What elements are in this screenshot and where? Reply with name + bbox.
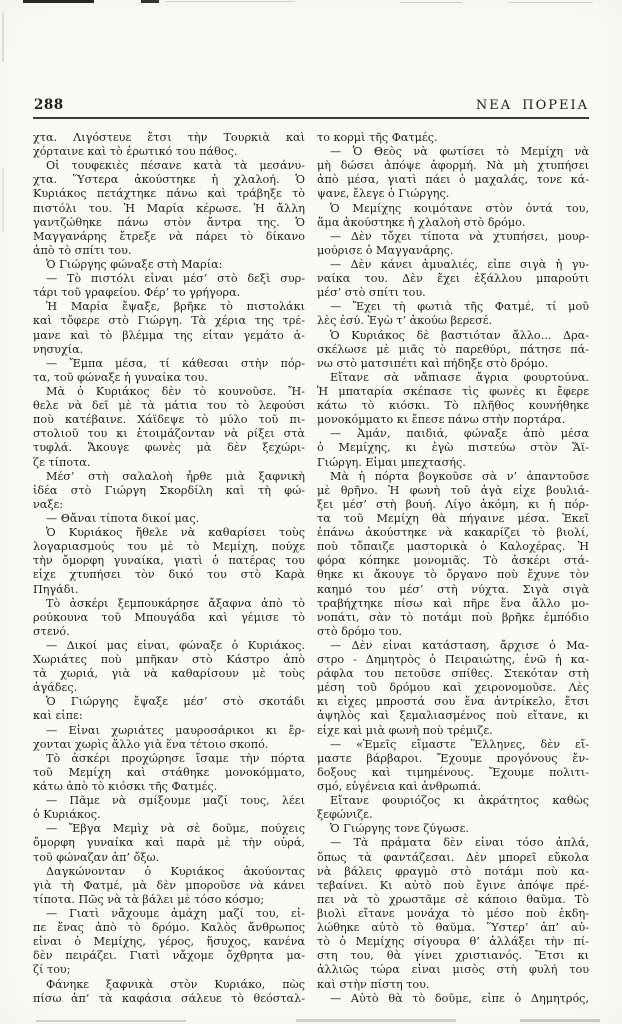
paragraph (317, 794, 589, 822)
text-line: νοπάτι, σὰν τὸ ποτάμι ποὺ βρῆκε ἐμπόδιο (317, 610, 589, 624)
text-line: τοῦ φώναζαν ἀπ’ ὄξω. (33, 850, 160, 864)
text-line: Εἴτανε φουριόζος κι ἀκράτητος καθὼς (330, 794, 589, 808)
text-line: δοξους καὶ τιμημένους. Ἔχουμε πολιτι- (317, 765, 589, 779)
text-line: — Ἔβγα Μεμὶχ νὰ σὲ δοῦμε, πούχεις (46, 822, 305, 836)
text-line: — «Ἐμεῖς εἴμαστε Ἕλληνες, δὲν εἴ- (330, 737, 589, 751)
scan-artifact-left-edge (2, 168, 4, 232)
text-line: τα τοῦ Μεμίχη θὰ πήγαινε μέσα. Ἐκεῖ (317, 511, 589, 525)
paragraph (317, 427, 589, 469)
text-line: γιὰ τὴ Φατμέ, μὰ δὲν μποροῦσε νὰ κάνει (33, 878, 305, 892)
running-header (34, 97, 589, 113)
text-line: ἅμα ἀκούστηκε ἡ χλαλοὴ στὸ δρόμο. (317, 215, 526, 229)
paragraph (33, 385, 305, 470)
text-line: στολιοῦ του κι ἑτοιμάζονταν νὰ ρίξει στὰ (33, 427, 305, 441)
paragraph (317, 738, 589, 794)
scan-artifact-bottom (520, 1019, 600, 1022)
paragraph (33, 512, 305, 526)
paragraph (317, 836, 589, 991)
text-line: στρο - Δημητρὸς ὁ Πειραιώτης, ἐνῶ ἡ κα- (317, 653, 589, 667)
paragraph (33, 865, 305, 907)
text-line: νω στὸ ματσιπέτι καὶ πήδηξε στὸ δρόμο. (317, 356, 549, 370)
paragraph (317, 992, 589, 1006)
text-line: μὴ δώσει ἀπόψε ἀφορμή. Νὰ μὴ χτυπήσει (317, 159, 589, 173)
paragraph (33, 272, 305, 300)
text-line: καημό του μέσ’ στὴ νύχτα. Σιγὰ σιγὰ (317, 582, 589, 596)
paragraph (33, 907, 305, 978)
text-line: τὴν ὄμορφη γυναίκα, γιατὶ ὁ πατέρας του (33, 554, 305, 568)
text-line: τὰ χωριά, γιὰ νὰ καθαρίσουν μὲ τοὺς (33, 667, 305, 681)
text-line: ἀψηλὸς καὶ ξεμαλιασμένος ποὺ εἴτανε, κι (317, 709, 589, 723)
text-line: τίποτα. Πῶς νὰ τὰ βάλει μὲ τόσο κόσμο; (33, 892, 265, 906)
text-line: μέσ’ στὸ σπίτι του. (317, 286, 426, 300)
paragraph (33, 258, 305, 272)
text-line: Ἡ μπαταρία σκέπασε τὶς φωνὲς κι ἔφερε (317, 384, 589, 398)
text-line: ναίκα του. Δὲν ἔχει ἐξάλλου μπαρούτι (317, 272, 589, 286)
scan-artifact-top-left (23, 0, 94, 3)
text-line: ξει μέσ’ στὴ βουή. Λίγο ἀκόμη, κι ἡ πόρ- (317, 497, 589, 511)
paragraph (33, 300, 305, 356)
paragraph (33, 639, 305, 695)
text-line: Εἴτανε σὰ νἄπιασε ἄγρια φουρτούνα. (330, 370, 589, 384)
text-line: Οἱ τουφεκιὲς πέσανε κατὰ τὰ μεσάνυ- (46, 159, 305, 173)
text-line: εἶναι ὁ Μεμίχης, γέρος, ἥσυχος, κανένα (33, 935, 305, 949)
scan-artifact-top (141, 0, 159, 3)
text-line: ὁ Μεμίχης, κι ἐγὼ πιστεύω στὸν Ἅϊ- (317, 441, 589, 455)
text-line: εἶχε χτυπήσει τὸν δικό του στὸ Καρὰ (33, 568, 305, 582)
text-line: Πηγάδι. (33, 582, 79, 596)
paragraph (317, 258, 589, 300)
paragraph (317, 329, 589, 371)
paragraph (317, 470, 589, 639)
text-line: — Δὲν εἶναι κατάσταση, ἄρχισε ὁ Μα- (330, 638, 589, 652)
scan-artifact-top (165, 1, 295, 2)
text-line: κι εἶχες μπροστά σου ἕνα ἀντρίκελο, ἔτσι (317, 695, 589, 709)
text-line: Μαγγανάρης ἔτρεξε νὰ πάρει τὸ δίκανο (33, 229, 305, 243)
page-number: 288 (34, 97, 64, 113)
text-line: χτα. Ὕστερα ἀκούστηκε ἡ χλαλοή. Ὁ (33, 173, 305, 187)
text-line: βιολὶ εἴτανε μονάχα τὸ μέσο ποὺ ἐκδη- (317, 907, 589, 921)
text-line: τὸ ὁ Μεμίχης σίγουρα θ’ ἀλλάξει τὴν πί- (317, 935, 589, 949)
text-line: Ὁ Μεμίχης κοιμότανε στὸν ὀντά του, (330, 201, 589, 215)
text-line: στη του, θὰ γίνει χριστιανός. Ἔτσι κι (317, 949, 589, 963)
text-line: λὲς ἐσύ. Ἐγὼ τ’ ἀκούω βερεσέ. (317, 314, 493, 328)
header-rule (33, 117, 589, 119)
text-line: Δαγκώνονταν ὁ Κυριάκος ἀκούοντας (46, 864, 305, 878)
scan-artifact-top (508, 2, 593, 3)
text-line: Χωριάτες ποὺ μπῆκαν στὸ Κάστρο ἀπὸ (33, 653, 305, 667)
text-line: — Ἔχει τὴ φωτιὰ τῆς Φατμέ, τί μοῦ (330, 300, 589, 314)
paragraph (33, 357, 305, 385)
text-line: θελε νὰ δεῖ μὲ τὰ μάτια του τὸ λεφούσι (33, 399, 305, 413)
column-left (33, 131, 305, 1006)
text-line: μούρισε ὁ Μαγγανάρης. (317, 243, 454, 257)
text-line: ξεφώνιζε. (317, 808, 373, 822)
text-line: ὅπως τὰ φαντάζεσαι. Δὲν μπορεῖ εὔκολα (317, 850, 589, 864)
text-line: ἀπὸ μέσα, γιατὶ πάει ὁ μαχαλάς, τονε κά- (317, 173, 589, 187)
paragraph (317, 131, 589, 145)
text-line: ἐπάνω ἀκούστηκε νὰ κακαρίζει τὸ βιολί, (317, 526, 589, 540)
text-line: — Δικοί μας εἶναι, φώναξε ὁ Κυριάκος. (46, 638, 305, 652)
scan-artifact-bottom (296, 1019, 456, 1022)
paragraph (33, 131, 305, 159)
text-line: ψανε, ἔλεγε ὁ Γιώργης. (317, 187, 450, 201)
text-line: τεβαίνει. Κι αὐτὸ ποὺ ἔγινε ἀπόψε πρέ- (317, 878, 589, 892)
text-line: τραβήχτηκε πίσω καὶ πῆρε ἕνα ἄλλο μο- (317, 596, 589, 610)
journal-title: ΝΕΑ ΠΟΡΕΙΑ (475, 98, 589, 113)
paragraph (33, 526, 305, 597)
text-line: μονοκόμματο κι ἔπεσε πάνω στὴν πορτάρα. (317, 413, 566, 427)
scan-artifact-bottom (36, 1020, 186, 1022)
text-line: ὄμορφη γυναίκα καὶ παρὰ μὲ τὴν οὐρά, (33, 836, 305, 850)
paragraph (317, 371, 589, 427)
text-line: — Ἀμάν, παιδιά, φώναξε ἀπὸ μέσα (330, 427, 589, 441)
text-line: χόρταινε καὶ τὸ ἐρωτικό του πάθος. (33, 145, 238, 159)
text-line: Μέσ’ στὴ σαλαλοὴ ἦρθε μιὰ ξαφνικὴ (46, 469, 305, 483)
paragraph (33, 695, 305, 723)
text-line: ποὺ τὄπαιζε μαστορικὰ ὁ Καλοχέρας. Ἡ (317, 540, 589, 554)
text-line: τυφλά. Ἄκουγε φωνὲς μὰ δὲν ξεχώρι- (33, 441, 305, 455)
text-line: στενό. (33, 624, 70, 638)
text-line: νησυχία. (33, 342, 84, 356)
text-line: καὶ τὄφερε στὸ Γιώργη. Τὰ χέρια της τρέ- (33, 314, 305, 328)
text-line: ναξε: (33, 497, 64, 511)
text-line: Ὁ Γιώργης φώναξε στὴ Μαρία: (46, 257, 223, 271)
paragraph (33, 159, 305, 258)
text-line: — Γιατὶ νἄχουμε ἀμάχη μαζί του, εἶ- (46, 907, 305, 921)
text-line: Τὸ ἀσκέρι ξεμπουκάρησε ἄξαφνα ἀπὸ τὸ (46, 596, 305, 610)
paragraph (33, 724, 305, 752)
text-line: μαστε βάρβαροι. Ἔχουμε προγόνους ἔν- (317, 751, 589, 765)
text-line: χονται χωρὶς ἄλλο γιὰ ἕνα τέτοιο σκοπό. (33, 737, 269, 751)
text-line: ἀλλιῶς τώρα εἶναι μισὸς στὴ φυλή του (317, 963, 589, 977)
text-columns (33, 131, 589, 1006)
paragraph (317, 230, 589, 258)
text-line: δὲν πειράζει. Γιατὶ νἄχομε ὄχθρητα μα- (33, 949, 305, 963)
text-line: πιστόλι του. Ἡ Μαρία κέρωσε. Ἡ ἄλλη (33, 201, 305, 215)
text-line: — Δὲν κάνει ἀμυαλιές, εἶπε σιγὰ ἡ γυ- (330, 257, 589, 271)
text-line: νὰ βάλεις φραγμὸ στὸ ποτάμι ποὺ κα- (317, 864, 589, 878)
paragraph (33, 794, 305, 822)
text-line: — Πᾶμε νὰ σμίξουμε μαζί τους, λέει (46, 794, 305, 808)
text-line: πίσω ἀπ’ τὰ καφάσια σάλευε τὸ θεόσταλ- (33, 991, 305, 1005)
text-line: σκέλωσε μὲ μιᾶς τὸ παρεθύρι, πάτησε πά- (317, 342, 589, 356)
text-line: Ὁ Γιώργης ἔψαξε μέσ’ στὸ σκοτάδι (46, 695, 305, 709)
text-line: μανε καὶ τὸ βλέμμα της εἶταν γεμάτο ἀ- (33, 328, 305, 342)
text-line: ποὺ κατέβαινε. Χάϊδεψε τὸ μύλο τοῦ πι- (33, 413, 305, 427)
text-line: λώθηκε αὐτὸ τὸ θαῦμα. Ὕστερ’ ἀπ’ αὐ- (317, 921, 589, 935)
text-line: Μὰ ὁ Κυριάκος δὲν τὸ κουνοῦσε. Ἤ- (46, 384, 305, 398)
text-line: — Δὲν τὄχει τίποτα νὰ χτυπήσει, μουρ- (330, 229, 589, 243)
paragraph (33, 470, 305, 512)
paragraph (317, 202, 589, 230)
paragraph (317, 145, 589, 201)
text-line: Γιώργη. Εἶμαι μπεχτασής. (317, 455, 466, 469)
text-line: στὸ δρόμο του. (317, 624, 403, 638)
text-line: — Εἶναι χωριάτες μαυροσάρικοι κι ἔρ- (46, 723, 305, 737)
text-line: ρούκουνα τοῦ Μπουγάδα καὶ γέμισε τὸ (33, 610, 305, 624)
text-line: Κυριάκος πετάχτηκε πάνω καὶ τράβηξε τὸ (33, 187, 305, 201)
text-line: πει νὰ τὸ χρωστᾶμε σὲ κάποιο θαῦμα. Τὸ (317, 892, 589, 906)
text-line: Φάνηκε ξαφνικὰ στὸν Κυριάκο, πὼς (46, 977, 305, 991)
text-line: χτα. Λιγόστευε ἔτσι τὴν Τουρκιὰ καὶ (33, 131, 305, 144)
text-line: ἀγάδες. (33, 681, 78, 695)
text-line: — Θἄναι τίποτα δικοί μας. (46, 511, 200, 525)
text-line: κάτω ἀπὸ τὸ κιόσκι τῆς Φατμές. (33, 780, 218, 794)
text-line: τάρι τοῦ γραφείου. Φέρ’ το γρήγορα. (33, 286, 241, 300)
text-line: το κορμὶ τῆς Φατμές. (317, 131, 438, 144)
text-line: ἀπὸ τὸ σπίτι του. (33, 243, 132, 257)
text-line: θηκε κι ἄκουγε τὸ ὄργανο ποὺ ἔχυνε τὸν (317, 568, 589, 582)
text-line: καὶ εἶπε: (33, 709, 83, 723)
scan-artifact-left-edge (2, 12, 4, 62)
text-line: Ἡ Μαρία ἔψαξε, βρῆκε τὸ πιστολάκι (46, 300, 305, 314)
text-line: καὶ στὴν πίστη του. (317, 977, 430, 991)
scan-artifact-top (400, 2, 462, 3)
text-line: — Ἔμπα μέσα, τί κάθεσαι στὴν πόρ- (46, 356, 305, 370)
text-line: σμό, εὐγένεια καὶ ἀνθρωπιά. (317, 780, 482, 794)
paragraph (317, 639, 589, 738)
text-line: — Αὐτὸ θὰ τὸ δοῦμε, εἶπε ὁ Δημητρός, (330, 991, 589, 1005)
text-line: γαντζώθηκε πάνω στὸν ἄντρα της. Ὁ (33, 215, 305, 229)
text-line: ζε τίποτα. (33, 455, 91, 469)
text-line: φόρα κόπηκε μονομιᾶς. Τὸ ἀσκέρι στά- (317, 554, 589, 568)
text-line: τα, τοῦ φώναξε ἡ γυναίκα του. (33, 370, 208, 384)
text-line: κάτω τὸ κιόσκι. Τὸ πλῆθος κουνήθηκε (317, 399, 589, 413)
text-line: — Τὰ πράματα δὲν εἶναι τόσο ἁπλά, (330, 836, 589, 850)
paragraph (317, 822, 589, 836)
paragraph (33, 978, 305, 1006)
paragraph (33, 822, 305, 864)
text-line: Τὸ ἀσκέρι προχώρησε ἴσαμε τὴν πόρτα (46, 751, 305, 765)
text-line: μέση τοῦ δρόμου καὶ χειρονομοῦσε. Λὲς (317, 681, 589, 695)
paragraph (317, 300, 589, 328)
text-line: Ὁ Κυριάκος δὲ βαστιόταν ἄλλο... Δρα- (330, 328, 589, 342)
text-line: πε ἕνας ἀπὸ τὸ δρόμο. Καλὸς ἄνθρωπος (33, 921, 305, 935)
text-line: — Τὸ πιστόλι εἶναι μέσ’ στὸ δεξὶ συρ- (46, 272, 305, 286)
text-line: Ὁ Γιώργης τονε ζύγωσε. (330, 822, 469, 836)
text-line: λογαριασμούς του μὲ τὸ Μεμίχη, πούχε (33, 540, 305, 554)
paragraph (33, 752, 305, 794)
text-line: εἶχε καὶ μιὰ φωνὴ ποὺ τρέμιζε. (317, 723, 493, 737)
text-line: μὲ θρῆνο. Ἡ φωνὴ τοῦ ἀγὰ εἶχε βουλιά- (317, 483, 589, 497)
text-line: Μὰ ἡ πόρτα βογκοῦσε σὰ ν’ ἀπαντοῦσε (330, 469, 589, 483)
text-line: ὁ Κυριάκος. (33, 808, 101, 822)
text-line: τοῦ Μεμίχη καὶ στάθηκε μονοκόμματο, (33, 765, 305, 779)
paragraph (33, 597, 305, 639)
text-line: Ὁ Κυριάκος ἤθελε νὰ καθαρίσει τοὺς (46, 526, 305, 540)
column-right (317, 131, 589, 1006)
text-line: ζί του; (33, 963, 71, 977)
text-line: ράφλα του πετοῦσε σπίθες. Στεκόταν στὴ (317, 667, 589, 681)
text-line: — Ὁ Θεὸς νὰ φωτίσει τὸ Μεμίχη νὰ (330, 145, 589, 159)
text-line: ἰδέα στὸ Γιώργη Σκορδίλη καὶ τὴ φώ- (33, 483, 305, 497)
